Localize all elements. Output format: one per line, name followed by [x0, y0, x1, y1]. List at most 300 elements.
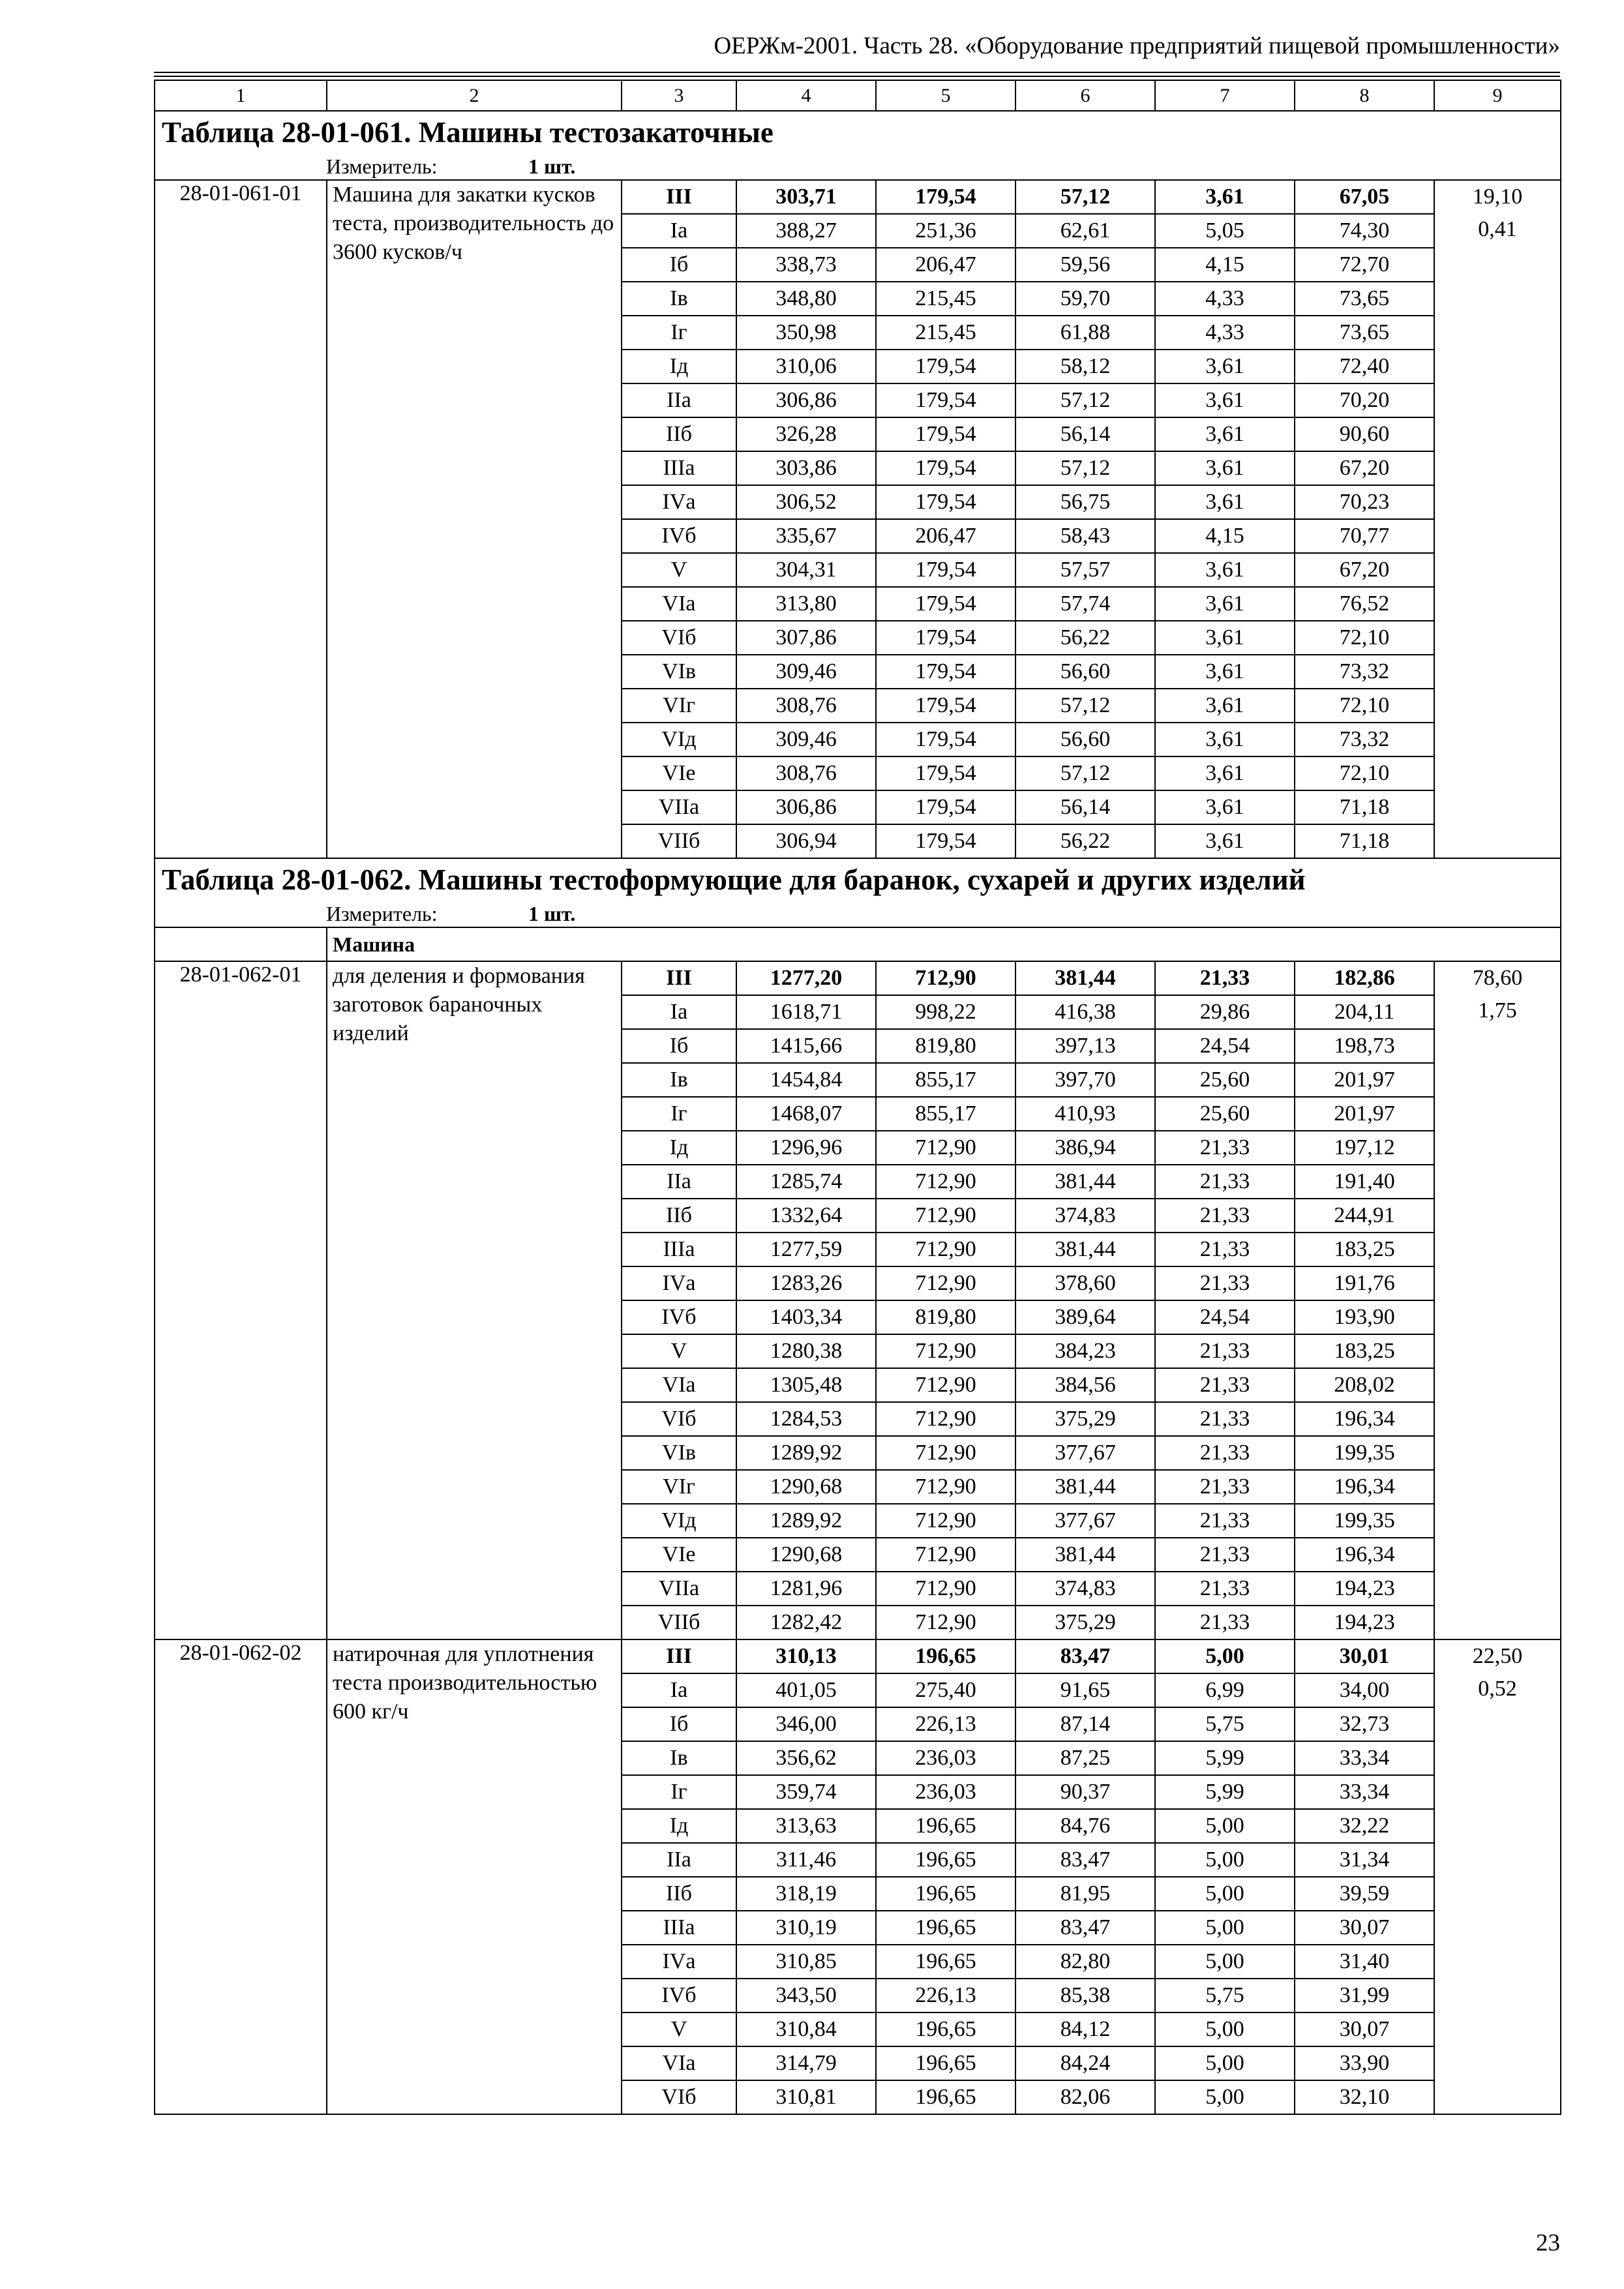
value-cell: 308,76: [736, 756, 876, 790]
value-cell: 179,54: [876, 417, 1015, 451]
value-cell: 67,05: [1295, 180, 1434, 214]
value-cell: 3,61: [1155, 723, 1295, 756]
zone-cell: Iг: [622, 316, 736, 350]
value-cell: 193,90: [1295, 1300, 1434, 1334]
value-cell: 83,47: [1015, 1843, 1155, 1877]
zone-cell: Iд: [622, 1809, 736, 1843]
zone-cell: IIа: [622, 1843, 736, 1877]
value-cell: 58,12: [1015, 350, 1155, 383]
value-cell: 33,34: [1295, 1775, 1434, 1809]
value-cell: 73,32: [1295, 655, 1434, 689]
zone-cell: VIе: [622, 756, 736, 790]
value-cell: 61,88: [1015, 316, 1155, 350]
column-number: 4: [736, 80, 876, 111]
value-cell: 56,75: [1015, 485, 1155, 519]
value-cell: 215,45: [876, 316, 1015, 350]
value-cell: 3,61: [1155, 621, 1295, 655]
value-cell: 215,45: [876, 282, 1015, 316]
value-cell: 712,90: [876, 1572, 1015, 1606]
value-cell: 196,65: [876, 1843, 1015, 1877]
column9-value: 78,60: [1472, 966, 1523, 990]
value-cell: 73,32: [1295, 723, 1434, 756]
value-cell: 83,47: [1015, 1639, 1155, 1673]
value-cell: 309,46: [736, 655, 876, 689]
measure-unit: 1 шт.: [528, 902, 576, 925]
value-cell: 375,29: [1015, 1606, 1155, 1639]
zone-cell: Iб: [622, 1707, 736, 1741]
value-cell: 70,23: [1295, 485, 1434, 519]
value-cell: 712,90: [876, 1402, 1015, 1436]
value-cell: 201,97: [1295, 1063, 1434, 1097]
value-cell: 84,24: [1015, 2046, 1155, 2080]
column-number: 7: [1155, 80, 1295, 111]
column9-cell: [1434, 180, 1561, 858]
value-cell: 87,14: [1015, 1707, 1155, 1741]
zone-cell: VIв: [622, 655, 736, 689]
value-cell: 712,90: [876, 961, 1015, 995]
value-cell: 67,20: [1295, 553, 1434, 587]
value-cell: 3,61: [1155, 485, 1295, 519]
value-cell: 5,00: [1155, 1639, 1295, 1673]
value-cell: 179,54: [876, 180, 1015, 214]
value-cell: 313,63: [736, 1809, 876, 1843]
value-cell: 72,10: [1295, 689, 1434, 723]
value-cell: 712,90: [876, 1368, 1015, 1402]
value-cell: 73,65: [1295, 316, 1434, 350]
value-cell: 1283,26: [736, 1266, 876, 1300]
value-cell: 1415,66: [736, 1029, 876, 1063]
value-cell: 1454,84: [736, 1063, 876, 1097]
value-cell: 90,37: [1015, 1775, 1155, 1809]
value-cell: 6,99: [1155, 1673, 1295, 1707]
value-cell: 712,90: [876, 1606, 1015, 1639]
value-cell: 712,90: [876, 1131, 1015, 1165]
value-cell: 72,10: [1295, 756, 1434, 790]
value-cell: 198,73: [1295, 1029, 1434, 1063]
value-cell: 196,65: [876, 1639, 1015, 1673]
column-number: 8: [1295, 80, 1434, 111]
value-cell: 62,61: [1015, 214, 1155, 248]
zone-cell: IIб: [622, 417, 736, 451]
value-cell: 21,33: [1155, 1368, 1295, 1402]
value-cell: 31,34: [1295, 1843, 1434, 1877]
zone-cell: VIIа: [622, 790, 736, 824]
value-cell: 83,47: [1015, 1911, 1155, 1945]
value-cell: 21,33: [1155, 1131, 1295, 1165]
value-cell: 73,65: [1295, 282, 1434, 316]
value-cell: 313,80: [736, 587, 876, 621]
value-cell: 307,86: [736, 621, 876, 655]
value-cell: 4,33: [1155, 282, 1295, 316]
value-cell: 56,14: [1015, 790, 1155, 824]
value-cell: 310,84: [736, 2012, 876, 2046]
value-cell: 56,60: [1015, 655, 1155, 689]
value-cell: 3,61: [1155, 180, 1295, 214]
value-cell: 57,12: [1015, 689, 1155, 723]
item-code: 28-01-061-01: [155, 180, 327, 858]
value-cell: 374,83: [1015, 1199, 1155, 1233]
zone-cell: VIе: [622, 1538, 736, 1572]
column9-cell: [1434, 1639, 1561, 2114]
value-cell: 57,12: [1015, 383, 1155, 417]
value-cell: 306,94: [736, 824, 876, 858]
value-cell: 397,13: [1015, 1029, 1155, 1063]
value-cell: 179,54: [876, 621, 1015, 655]
value-cell: 179,54: [876, 655, 1015, 689]
zone-cell: Iд: [622, 350, 736, 383]
value-cell: 359,74: [736, 1775, 876, 1809]
item-description: натирочная для уплотнения теста производительностью 600 кг/ч: [327, 1639, 622, 2114]
value-cell: 5,99: [1155, 1741, 1295, 1775]
column-number: 2: [327, 80, 622, 111]
value-cell: 57,12: [1015, 180, 1155, 214]
value-cell: 310,13: [736, 1639, 876, 1673]
value-cell: 712,90: [876, 1199, 1015, 1233]
value-cell: 3,61: [1155, 451, 1295, 485]
measure-cell: [155, 153, 1561, 180]
value-cell: 5,00: [1155, 1945, 1295, 1979]
value-cell: 998,22: [876, 995, 1015, 1029]
value-cell: 56,60: [1015, 723, 1155, 756]
value-cell: 855,17: [876, 1097, 1015, 1131]
zone-cell: IIIа: [622, 1233, 736, 1266]
zone-cell: IVа: [622, 485, 736, 519]
value-cell: 71,18: [1295, 790, 1434, 824]
measure-unit: 1 шт.: [528, 155, 576, 178]
value-cell: 389,64: [1015, 1300, 1155, 1334]
value-cell: 388,27: [736, 214, 876, 248]
value-cell: 179,54: [876, 485, 1015, 519]
value-cell: 30,07: [1295, 1911, 1434, 1945]
zone-cell: IVа: [622, 1945, 736, 1979]
value-cell: 226,13: [876, 1979, 1015, 2012]
item-code: 28-01-062-01: [155, 961, 327, 1639]
value-cell: 1290,68: [736, 1470, 876, 1504]
zone-cell: VIд: [622, 723, 736, 756]
item-code: 28-01-062-02: [155, 1639, 327, 2114]
value-cell: 1618,71: [736, 995, 876, 1029]
value-cell: 819,80: [876, 1300, 1015, 1334]
value-cell: 179,54: [876, 723, 1015, 756]
zone-cell: VIIб: [622, 1606, 736, 1639]
value-cell: 3,61: [1155, 756, 1295, 790]
value-cell: 196,65: [876, 1877, 1015, 1911]
table-title: Таблица 28-01-061. Машины тестозакаточные: [155, 111, 1561, 153]
subheading-empty-cell: [155, 927, 327, 961]
value-cell: 196,65: [876, 2012, 1015, 2046]
value-cell: 855,17: [876, 1063, 1015, 1097]
value-cell: 21,33: [1155, 1233, 1295, 1266]
value-cell: 397,70: [1015, 1063, 1155, 1097]
zone-cell: Iд: [622, 1131, 736, 1165]
zone-cell: III: [622, 961, 736, 995]
value-cell: 196,65: [876, 1911, 1015, 1945]
value-cell: 70,77: [1295, 519, 1434, 553]
value-cell: 57,12: [1015, 756, 1155, 790]
value-cell: 304,31: [736, 553, 876, 587]
value-cell: 3,61: [1155, 790, 1295, 824]
value-cell: 84,76: [1015, 1809, 1155, 1843]
zone-cell: V: [622, 2012, 736, 2046]
value-cell: 712,90: [876, 1504, 1015, 1538]
zone-cell: IVб: [622, 1300, 736, 1334]
value-cell: 5,00: [1155, 1911, 1295, 1945]
page-number: 23: [1536, 2230, 1560, 2256]
value-cell: 3,61: [1155, 417, 1295, 451]
zone-cell: Iа: [622, 214, 736, 248]
value-cell: 71,18: [1295, 824, 1434, 858]
value-cell: 381,44: [1015, 1470, 1155, 1504]
value-cell: 21,33: [1155, 961, 1295, 995]
value-cell: 375,29: [1015, 1402, 1155, 1436]
subheading-row: [155, 927, 1561, 961]
zone-cell: IIа: [622, 1165, 736, 1199]
zone-cell: IIа: [622, 383, 736, 417]
value-cell: 401,05: [736, 1673, 876, 1707]
zone-cell: IVб: [622, 519, 736, 553]
value-cell: 199,35: [1295, 1504, 1434, 1538]
value-cell: 32,22: [1295, 1809, 1434, 1843]
zone-cell: IIIа: [622, 451, 736, 485]
value-cell: 91,65: [1015, 1673, 1155, 1707]
value-cell: 343,50: [736, 1979, 876, 2012]
value-cell: 30,07: [1295, 2012, 1434, 2046]
zone-cell: Iа: [622, 1673, 736, 1707]
zone-cell: Iв: [622, 282, 736, 316]
zone-cell: V: [622, 553, 736, 587]
value-cell: 386,94: [1015, 1131, 1155, 1165]
value-cell: 76,52: [1295, 587, 1434, 621]
value-cell: 381,44: [1015, 1538, 1155, 1572]
value-cell: 82,80: [1015, 1945, 1155, 1979]
value-cell: 33,34: [1295, 1741, 1434, 1775]
value-cell: 59,70: [1015, 282, 1155, 316]
value-cell: 21,33: [1155, 1572, 1295, 1606]
value-cell: 196,34: [1295, 1402, 1434, 1436]
value-cell: 1403,34: [736, 1300, 876, 1334]
value-cell: 1277,59: [736, 1233, 876, 1266]
value-cell: 85,38: [1015, 1979, 1155, 2012]
value-cell: 314,79: [736, 2046, 876, 2080]
value-cell: 191,76: [1295, 1266, 1434, 1300]
value-cell: 5,99: [1155, 1775, 1295, 1809]
value-cell: 326,28: [736, 417, 876, 451]
value-cell: 21,33: [1155, 1165, 1295, 1199]
zone-cell: V: [622, 1334, 736, 1368]
value-cell: 712,90: [876, 1538, 1015, 1572]
value-cell: 30,01: [1295, 1639, 1434, 1673]
value-cell: 179,54: [876, 350, 1015, 383]
value-cell: 201,97: [1295, 1097, 1434, 1131]
value-cell: 5,00: [1155, 1809, 1295, 1843]
value-cell: 74,30: [1295, 214, 1434, 248]
measure-label: Измеритель:: [326, 902, 438, 925]
value-cell: 1281,96: [736, 1572, 876, 1606]
zone-cell: VIа: [622, 1368, 736, 1402]
table-title-row: [155, 111, 1561, 153]
value-cell: 226,13: [876, 1707, 1015, 1741]
zone-cell: VIб: [622, 1402, 736, 1436]
value-cell: 34,00: [1295, 1673, 1434, 1707]
zone-cell: VIа: [622, 587, 736, 621]
value-cell: 179,54: [876, 451, 1015, 485]
value-cell: 196,65: [876, 1945, 1015, 1979]
table-title: Таблица 28-01-062. Машины тестоформующие для баранок, сухарей и других изделий: [155, 858, 1561, 901]
value-cell: 24,54: [1155, 1300, 1295, 1334]
measure-row: [155, 153, 1561, 180]
column-number: 3: [622, 80, 736, 111]
value-cell: 819,80: [876, 1029, 1015, 1063]
value-cell: 3,61: [1155, 689, 1295, 723]
table-title-row: [155, 858, 1561, 901]
column-number: 9: [1434, 80, 1561, 111]
zone-cell: VIа: [622, 2046, 736, 2080]
page-header: ОЕРЖм-2001. Часть 28. «Оборудование предприятий пищевой промышленности»: [714, 33, 1560, 59]
zone-cell: Iг: [622, 1775, 736, 1809]
value-cell: 179,54: [876, 790, 1015, 824]
value-cell: 196,34: [1295, 1538, 1434, 1572]
value-cell: 3,61: [1155, 824, 1295, 858]
value-cell: 3,61: [1155, 655, 1295, 689]
value-cell: 56,14: [1015, 417, 1155, 451]
value-cell: 179,54: [876, 553, 1015, 587]
value-cell: 306,52: [736, 485, 876, 519]
value-cell: 24,54: [1155, 1029, 1295, 1063]
value-cell: 1468,07: [736, 1097, 876, 1131]
zone-cell: Iб: [622, 1029, 736, 1063]
value-cell: 356,62: [736, 1741, 876, 1775]
value-cell: 31,99: [1295, 1979, 1434, 2012]
value-cell: 25,60: [1155, 1097, 1295, 1131]
header-rule: [154, 72, 1560, 73]
value-cell: 82,06: [1015, 2080, 1155, 2114]
value-cell: 5,00: [1155, 1877, 1295, 1911]
value-cell: 21,33: [1155, 1538, 1295, 1572]
value-cell: 204,11: [1295, 995, 1434, 1029]
value-cell: 3,61: [1155, 553, 1295, 587]
measure-label: Измеритель:: [326, 155, 438, 178]
item-description: для деления и формования заготовок бараночных изделий: [327, 961, 622, 1639]
zone-cell: VIд: [622, 1504, 736, 1538]
value-cell: 29,86: [1155, 995, 1295, 1029]
value-cell: 1284,53: [736, 1402, 876, 1436]
value-cell: 306,86: [736, 383, 876, 417]
value-cell: 183,25: [1295, 1233, 1434, 1266]
value-cell: 1285,74: [736, 1165, 876, 1199]
value-cell: 4,33: [1155, 316, 1295, 350]
value-cell: 308,76: [736, 689, 876, 723]
value-cell: 338,73: [736, 248, 876, 282]
value-cell: 70,20: [1295, 383, 1434, 417]
value-cell: 244,91: [1295, 1199, 1434, 1233]
column-number: 6: [1015, 80, 1155, 111]
value-cell: 31,40: [1295, 1945, 1434, 1979]
value-cell: 21,33: [1155, 1606, 1295, 1639]
value-cell: 346,00: [736, 1707, 876, 1741]
value-cell: 21,33: [1155, 1470, 1295, 1504]
value-cell: 179,54: [876, 383, 1015, 417]
value-cell: 310,19: [736, 1911, 876, 1945]
value-cell: 5,05: [1155, 214, 1295, 248]
value-cell: 1289,92: [736, 1436, 876, 1470]
value-cell: 306,86: [736, 790, 876, 824]
value-cell: 378,60: [1015, 1266, 1155, 1300]
value-cell: 335,67: [736, 519, 876, 553]
value-cell: 58,43: [1015, 519, 1155, 553]
value-cell: 197,12: [1295, 1131, 1434, 1165]
value-cell: 179,54: [876, 689, 1015, 723]
value-cell: 416,38: [1015, 995, 1155, 1029]
value-cell: 208,02: [1295, 1368, 1434, 1402]
column9-cell: [1434, 961, 1561, 1639]
subheading: Машина: [327, 927, 1561, 961]
rates-table: [154, 80, 1561, 2115]
zone-cell: IVб: [622, 1979, 736, 2012]
column-number: 5: [876, 80, 1015, 111]
zone-cell: VIIа: [622, 1572, 736, 1606]
column9-value: 0,41: [1478, 217, 1517, 241]
value-cell: 206,47: [876, 248, 1015, 282]
value-cell: 251,36: [876, 214, 1015, 248]
zone-cell: Iв: [622, 1063, 736, 1097]
column9-value: 1,75: [1478, 998, 1517, 1023]
measure-row: [155, 901, 1561, 927]
zone-cell: III: [622, 1639, 736, 1673]
column-number-row: [155, 80, 1561, 111]
value-cell: 194,23: [1295, 1572, 1434, 1606]
zone-cell: IVа: [622, 1266, 736, 1300]
value-cell: 712,90: [876, 1266, 1015, 1300]
value-cell: 318,19: [736, 1877, 876, 1911]
zone-cell: Iв: [622, 1741, 736, 1775]
value-cell: 196,34: [1295, 1470, 1434, 1504]
column9-value: 19,10: [1472, 185, 1523, 209]
value-cell: 3,61: [1155, 587, 1295, 621]
value-cell: 196,65: [876, 1809, 1015, 1843]
column9-value: 22,50: [1472, 1644, 1523, 1668]
value-cell: 179,54: [876, 587, 1015, 621]
value-cell: 5,00: [1155, 2046, 1295, 2080]
value-cell: 183,25: [1295, 1334, 1434, 1368]
value-cell: 1290,68: [736, 1538, 876, 1572]
value-cell: 348,80: [736, 282, 876, 316]
value-cell: 712,90: [876, 1233, 1015, 1266]
value-cell: 381,44: [1015, 961, 1155, 995]
zone-cell: III: [622, 180, 736, 214]
zone-cell: VIIб: [622, 824, 736, 858]
table-row: [155, 180, 1561, 214]
value-cell: 310,85: [736, 1945, 876, 1979]
value-cell: 4,15: [1155, 519, 1295, 553]
value-cell: 33,90: [1295, 2046, 1434, 2080]
value-cell: 67,20: [1295, 451, 1434, 485]
value-cell: 310,81: [736, 2080, 876, 2114]
value-cell: 182,86: [1295, 961, 1434, 995]
value-cell: 236,03: [876, 1775, 1015, 1809]
value-cell: 72,40: [1295, 350, 1434, 383]
value-cell: 199,35: [1295, 1436, 1434, 1470]
value-cell: 377,67: [1015, 1504, 1155, 1538]
value-cell: 57,74: [1015, 587, 1155, 621]
column9-value: 0,52: [1478, 1677, 1517, 1701]
value-cell: 194,23: [1295, 1606, 1434, 1639]
zone-cell: Iб: [622, 248, 736, 282]
measure-cell: [155, 901, 1561, 927]
value-cell: 374,83: [1015, 1572, 1155, 1606]
zone-cell: VIг: [622, 689, 736, 723]
value-cell: 5,75: [1155, 1979, 1295, 2012]
value-cell: 21,33: [1155, 1402, 1295, 1436]
